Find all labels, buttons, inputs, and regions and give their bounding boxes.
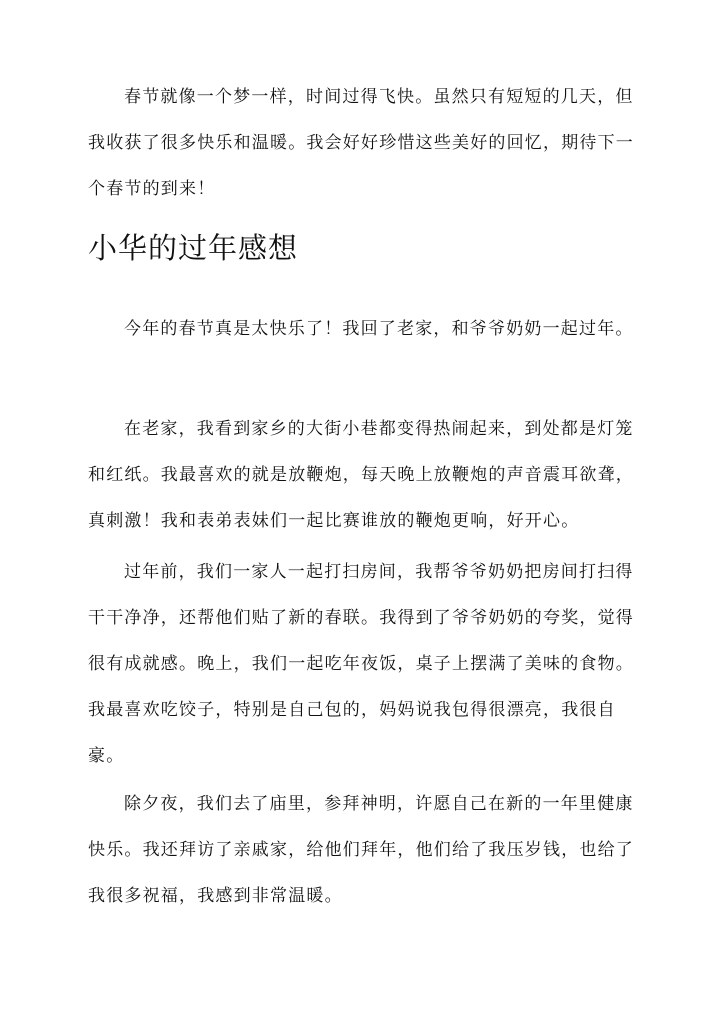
paragraph-2: 在老家，我看到家乡的大街小巷都变得热闹起来，到处都是灯笼和红纸。我最喜欢的就是放鞭炮，每天晚上放鞭炮的声音震耳欲聋，真刺激！我和表弟表妹们一起比赛谁放的鞭炮更响，好开心。: [88, 419, 634, 531]
paragraph-1: 今年的春节真是太快乐了！我回了老家，和爷爷奶奶一起过年。: [124, 319, 634, 339]
paragraph-3: 过年前，我们一家人一起打扫房间，我帮爷爷奶奶把房间打扫得干干净净，还帮他们贴了新的春联。我得到了爷爷奶奶的夸奖，觉得很有成就感。晚上，我们一起吃年夜饭，桌子上摆满了美味的食物。我最喜欢吃饺子，特别是自己包的，妈妈说我包得很漂亮，我很自豪。: [88, 562, 634, 766]
intro-paragraph: 春节就像一个梦一样，时间过得飞快。虽然只有短短的几天，但我收获了很多快乐和温暖。我会好好珍惜这些美好的回忆，期待下一个春节的到来！: [88, 87, 634, 199]
paragraph-4: 除夕夜，我们去了庙里，参拜神明，许愿自己在新的一年里健康快乐。我还拜访了亲戚家，给他们拜年，他们给了我压岁钱，也给了我很多祝福，我感到非常温暖。: [88, 794, 634, 906]
section-title: 小华的过年感想: [88, 231, 299, 265]
